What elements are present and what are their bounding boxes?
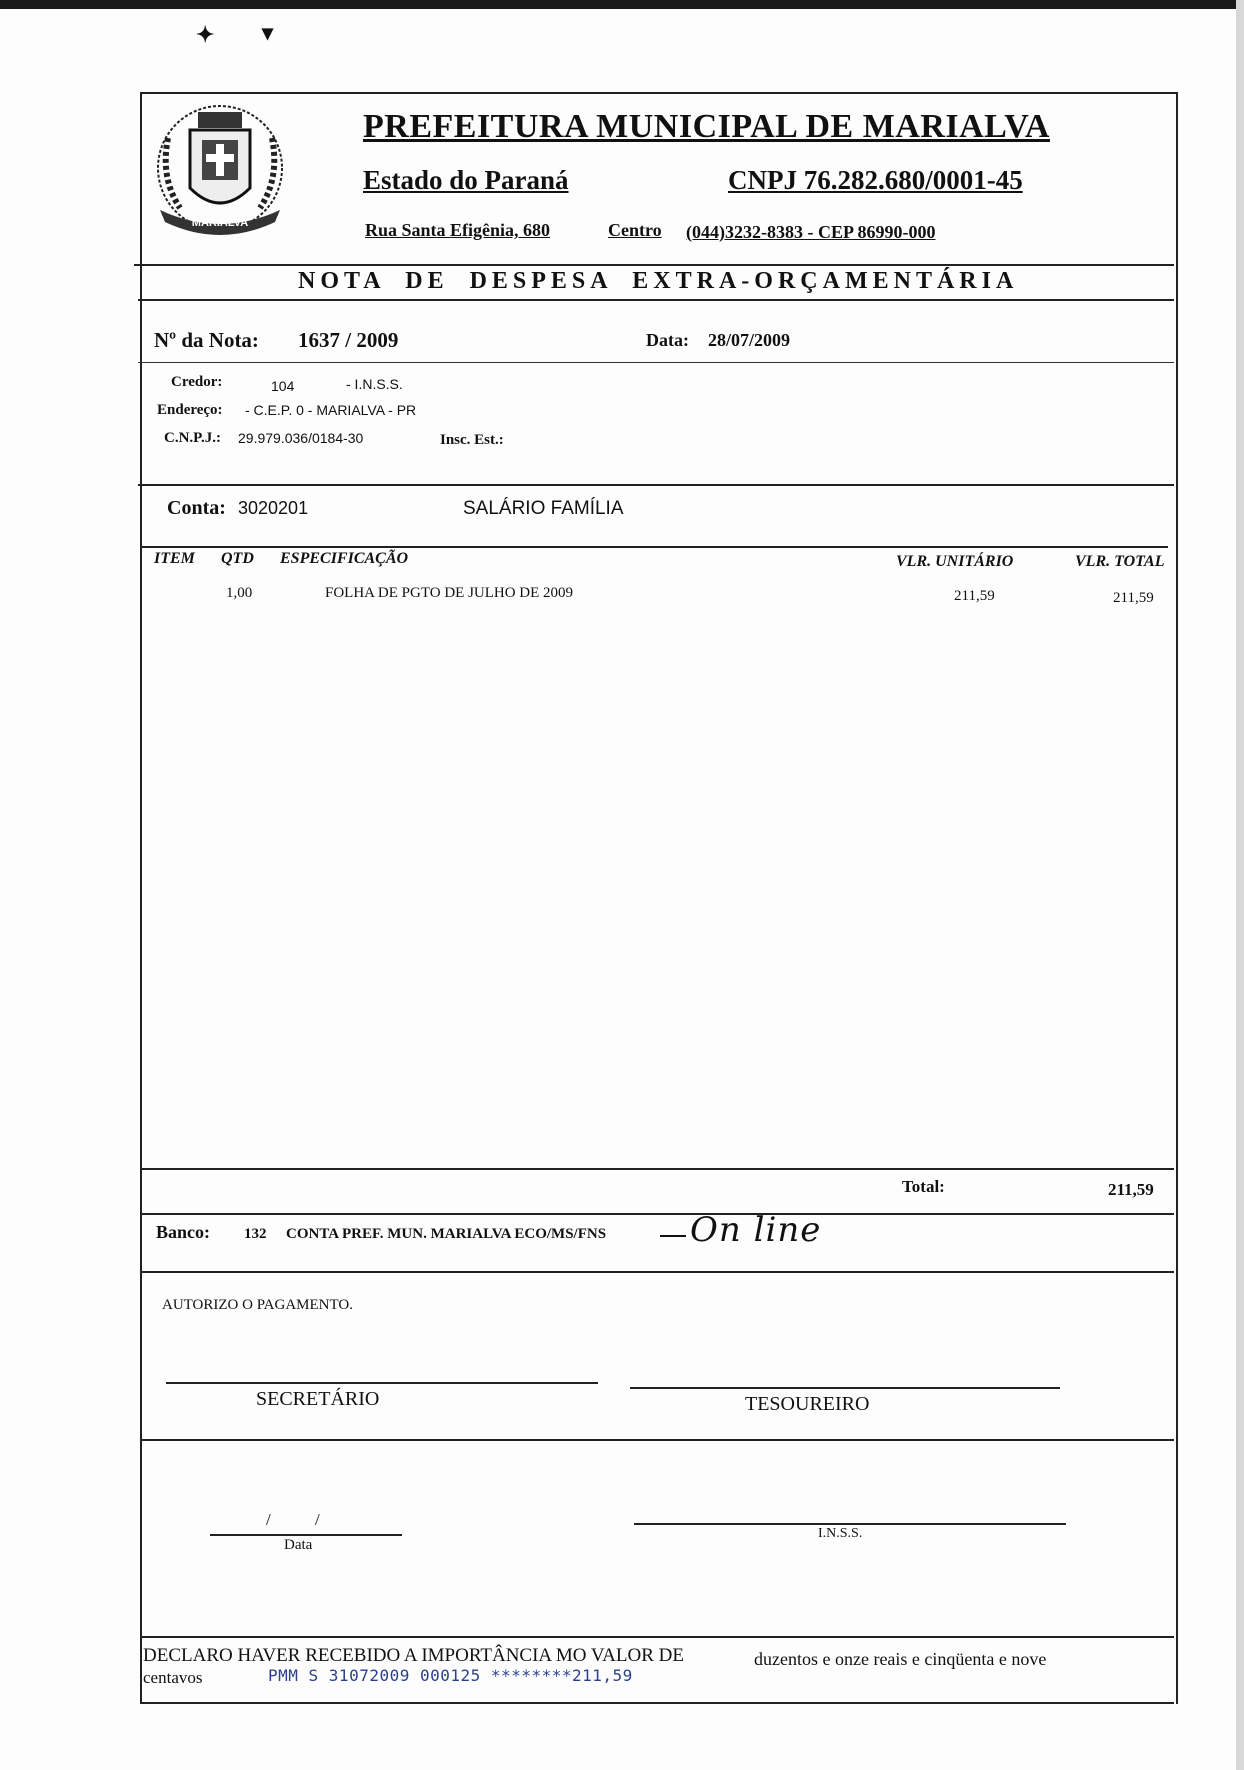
banco-account: CONTA PREF. MUN. MARIALVA ECO/MS/FNS — [286, 1226, 607, 1242]
municipal-crest-logo — [150, 98, 290, 243]
banco-divider — [140, 1271, 1174, 1273]
credor-cnpj: 29.979.036/0184-30 — [238, 430, 364, 446]
secretario-label: SECRETÁRIO — [256, 1388, 380, 1410]
scan-top-edge — [0, 0, 1244, 9]
credor-code: 104 — [271, 378, 295, 394]
nota-date: 28/07/2009 — [708, 330, 791, 350]
header-cnpj: CNPJ 76.282.680/0001-45 — [728, 165, 1023, 195]
tesoureiro-label: TESOUREIRO — [745, 1393, 870, 1415]
col-header-spec: ESPECIFICAÇÃO — [280, 550, 409, 567]
header-phone-cep: (044)3232-8383 - CEP 86990-000 — [686, 222, 936, 242]
scan-right-edge — [1236, 0, 1244, 1770]
col-header-total: VLR. TOTAL — [1075, 553, 1165, 570]
credor-name: - I.N.S.S. — [346, 376, 403, 392]
document-bottom-border — [140, 1702, 1174, 1704]
conta-label: Conta: — [167, 497, 226, 519]
amount-in-words: duzentos e onze reais e cinqüenta e nove — [754, 1649, 1047, 1669]
items-bottom-divider — [140, 1168, 1174, 1170]
header-address: Rua Santa Efigênia, 680 — [365, 220, 551, 240]
col-header-unit: VLR. UNITÁRIO — [896, 553, 1014, 570]
col-header-qtd: QTD — [221, 550, 254, 567]
scan-mark: ▾ — [262, 20, 274, 45]
document-title: NOTA DE DESPESA EXTRA-ORÇAMENTÁRIA — [298, 268, 1019, 294]
declaration-text: DECLARO HAVER RECEBIDO A IMPORTÂNCIA MO VALOR DE — [143, 1645, 684, 1666]
tesoureiro-signature-line — [630, 1387, 1060, 1389]
banco-code: 132 — [244, 1226, 267, 1242]
row-qtd: 1,00 — [226, 585, 253, 601]
row-unit-value: 211,59 — [954, 588, 995, 604]
receipt-date-slashes: / / — [266, 1510, 320, 1529]
row-spec: FOLHA DE PGTO DE JULHO DE 2009 — [325, 585, 574, 601]
authorization-text: AUTORIZO O PAGAMENTO. — [162, 1297, 353, 1313]
credor-divider — [138, 484, 1174, 486]
total-value: 211,59 — [1108, 1180, 1154, 1199]
total-divider — [140, 1213, 1174, 1215]
receipt-date-line — [210, 1534, 402, 1536]
nota-number-label: Nº da Nota: — [154, 328, 259, 352]
authorization-divider — [140, 1439, 1174, 1441]
handwritten-dash — [660, 1235, 686, 1237]
svg-text:MARIALVA: MARIALVA — [191, 217, 249, 229]
nota-number: 1637 / 2009 — [298, 328, 399, 352]
conta-divider — [140, 546, 1168, 548]
scan-mark: ✦ — [196, 22, 215, 47]
insc-est-label: Insc. Est.: — [440, 432, 504, 448]
total-label: Total: — [902, 1177, 945, 1196]
receipt-divider — [140, 1636, 1174, 1638]
payment-stamp: PMM S 31072009 000125 ********211,59 — [268, 1666, 633, 1685]
credor-address: - C.E.P. 0 - MARIALVA - PR — [245, 402, 417, 418]
inss-signature-label: I.N.S.S. — [818, 1526, 863, 1541]
conta-number: 3020201 — [238, 498, 309, 518]
inss-signature-line — [634, 1523, 1066, 1525]
col-header-item: ITEM — [154, 550, 195, 567]
header-district: Centro — [608, 220, 662, 240]
receipt-date-label: Data — [284, 1537, 313, 1553]
state-name: Estado do Paraná — [363, 165, 569, 195]
credor-label: Credor: — [171, 374, 223, 390]
banco-label: Banco: — [156, 1222, 210, 1242]
municipality-title: PREFEITURA MUNICIPAL DE MARIALVA — [363, 108, 1050, 145]
amount-in-words-continued: centavos — [143, 1668, 203, 1687]
header-divider — [134, 264, 1174, 266]
nota-divider — [138, 362, 1174, 363]
cnpj-label: C.N.P.J.: — [164, 430, 221, 446]
nota-date-label: Data: — [646, 330, 689, 350]
row-total-value: 211,59 — [1113, 590, 1154, 606]
secretario-signature-line — [166, 1382, 598, 1384]
handwritten-on-line: On line — [690, 1210, 822, 1250]
title-divider — [138, 299, 1174, 301]
conta-description: SALÁRIO FAMÍLIA — [463, 498, 624, 519]
endereco-label: Endereço: — [157, 402, 223, 418]
